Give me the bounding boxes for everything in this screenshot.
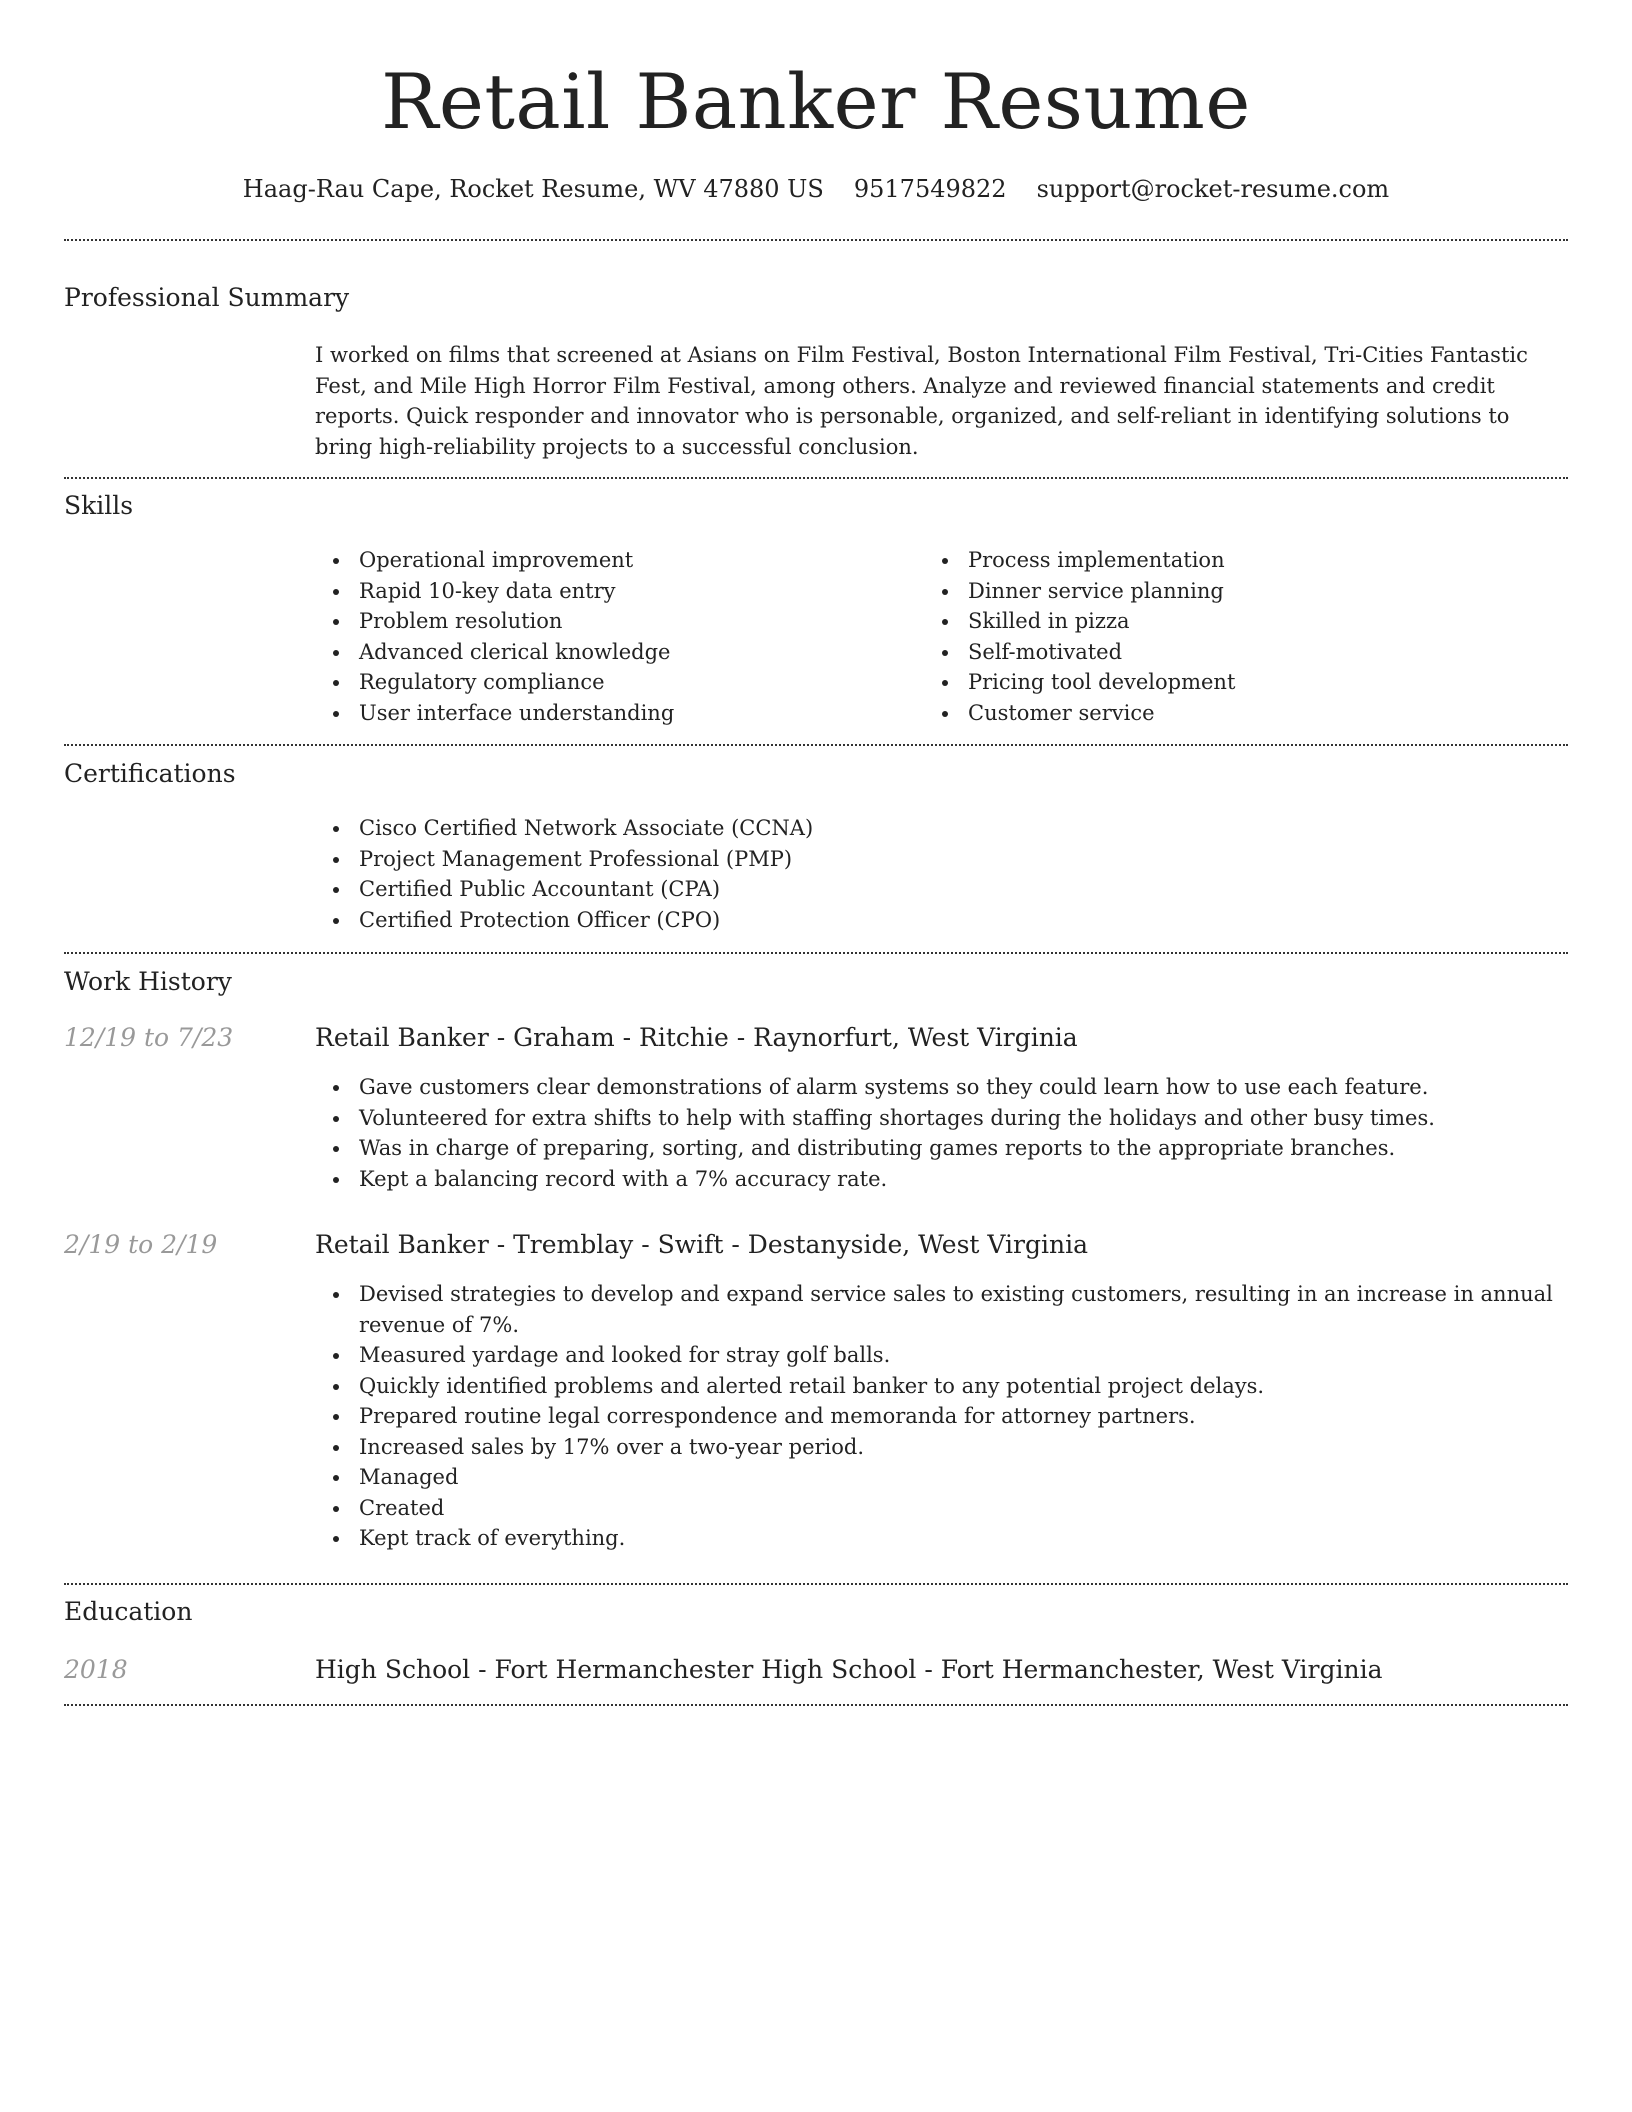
education-heading: Education: [64, 1597, 193, 1626]
list-item: Certified Public Accountant (CPA): [315, 874, 1565, 905]
list-item: Process implementation: [924, 545, 1564, 576]
list-item: Advanced clerical knowledge: [315, 637, 915, 668]
list-item: Operational improvement: [315, 545, 915, 576]
list-item: Kept track of everything.: [315, 1523, 1565, 1554]
list-item: Cisco Certified Network Associate (CCNA): [315, 813, 1565, 844]
list-item: Quickly identified problems and alerted retail banker to any potential project delays.: [315, 1371, 1565, 1402]
certifications-list: [315, 813, 1565, 935]
job-dates: 12/19 to 7/23: [64, 1023, 234, 1052]
list-item: Skilled in pizza: [924, 606, 1564, 637]
divider: [64, 952, 1568, 954]
list-item: Project Management Professional (PMP): [315, 844, 1565, 875]
certifications-heading: Certifications: [64, 759, 236, 788]
list-item: Kept a balancing record with a 7% accuracy rate.: [315, 1164, 1565, 1195]
page-title: Retail Banker Resume: [381, 57, 1251, 146]
list-item: Measured yardage and looked for stray golf balls.: [315, 1340, 1565, 1371]
contact-line: [64, 172, 1568, 206]
job-bullets: [315, 1279, 1565, 1554]
list-item: Managed: [315, 1462, 1565, 1493]
list-item: Regulatory compliance: [315, 667, 915, 698]
list-item: Prepared routine legal correspondence and memoranda for attorney partners.: [315, 1401, 1565, 1432]
contact-address: Haag-Rau Cape, Rocket Resume, WV 47880 US: [242, 175, 824, 203]
list-item: Dinner service planning: [924, 576, 1564, 607]
contact-phone: 9517549822: [853, 175, 1007, 203]
list-item: Volunteered for extra shifts to help with staffing shortages during the holidays and other busy times.: [315, 1103, 1565, 1134]
list-item: Created: [315, 1493, 1565, 1524]
divider: [64, 1583, 1568, 1585]
job-dates: 2/19 to 2/19: [64, 1230, 218, 1259]
list-item: Increased sales by 17% over a two-year period.: [315, 1432, 1565, 1463]
divider: [64, 239, 1568, 241]
job-title: Retail Banker - Graham - Ritchie - Raynorfurt, West Virginia: [315, 1023, 1078, 1052]
contact-email: support@rocket-resume.com: [1036, 175, 1390, 203]
divider: [64, 477, 1568, 479]
skills-list-left: [315, 545, 915, 728]
divider: [64, 1704, 1568, 1706]
work-heading: Work History: [64, 967, 232, 996]
list-item: Pricing tool development: [924, 667, 1564, 698]
list-item: Customer service: [924, 698, 1564, 729]
list-item: Self-motivated: [924, 637, 1564, 668]
education-title: High School - Fort Hermanchester High School - Fort Hermanchester, West Virginia: [315, 1655, 1383, 1684]
education-year: 2018: [64, 1655, 128, 1684]
skills-heading: Skills: [64, 491, 134, 520]
list-item: Devised strategies to develop and expand service sales to existing customers, resulting in an increase in annual revenue of 7%.: [315, 1279, 1565, 1340]
list-item: User interface understanding: [315, 698, 915, 729]
list-item: Gave customers clear demonstrations of alarm systems so they could learn how to use each feature.: [315, 1072, 1565, 1103]
summary-text: I worked on films that screened at Asians on Film Festival, Boston International Film Festival, Tri-Cities Fantastic Fest, and Mile High Horror Film Festival, among others. Analyze and reviewed financial statements and credit reports. Quick responder and innovator who is personable, organized, and self-reliant in identifying solutions to bring high-reliability projects to a successful conclusion.: [315, 343, 1528, 459]
list-item: Certified Protection Officer (CPO): [315, 905, 1565, 936]
job-title: Retail Banker - Tremblay - Swift - Destanyside, West Virginia: [315, 1230, 1088, 1259]
list-item: Problem resolution: [315, 606, 915, 637]
job-bullets: [315, 1072, 1565, 1194]
list-item: Was in charge of preparing, sorting, and distributing games reports to the appropriate branches.: [315, 1133, 1565, 1164]
list-item: Rapid 10-key data entry: [315, 576, 915, 607]
divider: [64, 744, 1568, 746]
skills-list-right: [924, 545, 1564, 728]
summary-heading: Professional Summary: [64, 283, 350, 312]
